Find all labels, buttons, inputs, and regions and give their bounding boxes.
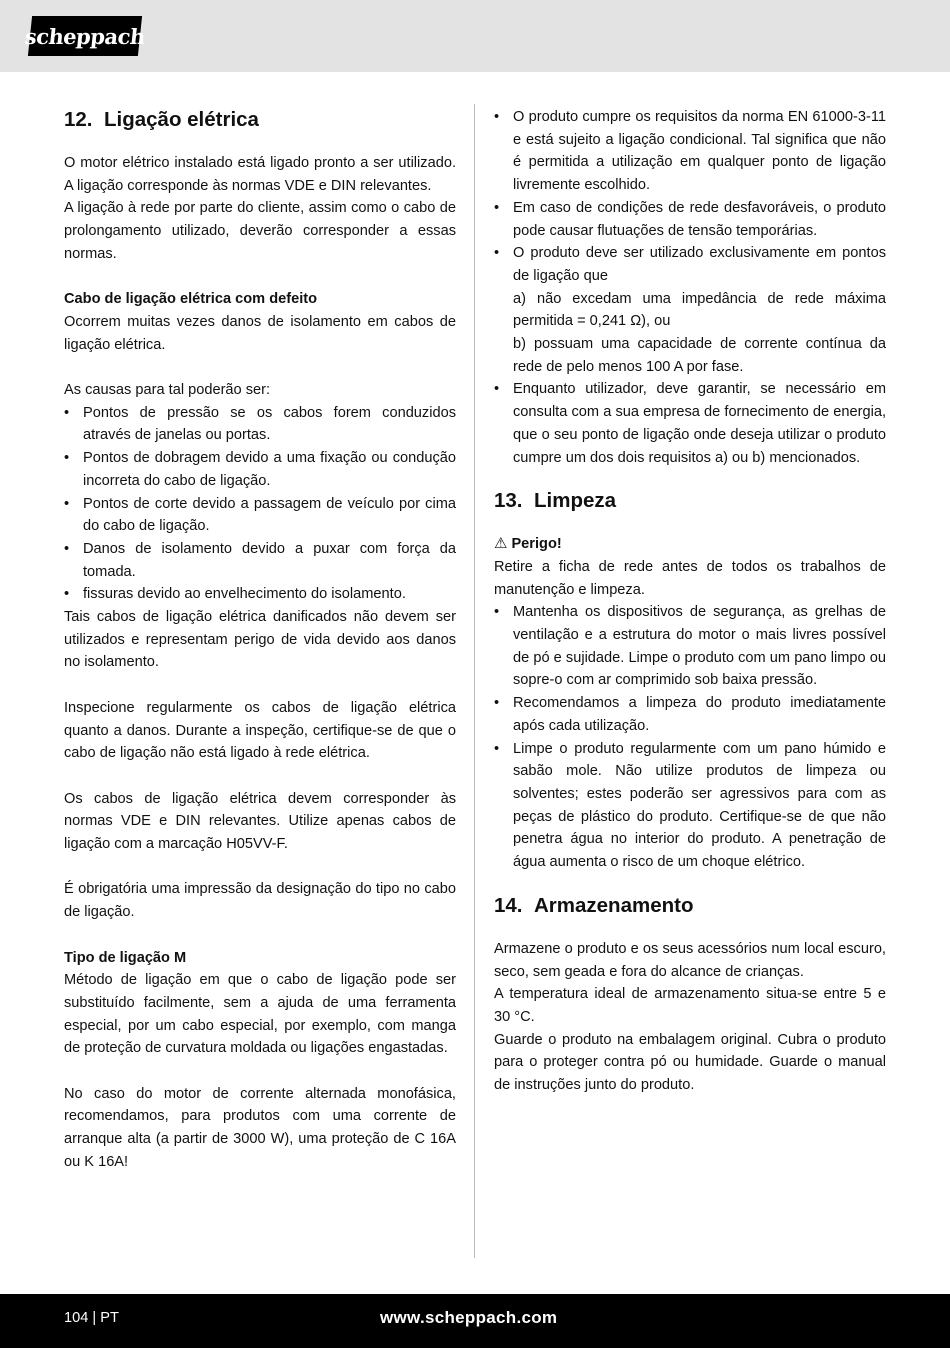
page-number: 104 | PT <box>64 1310 119 1326</box>
list-item <box>494 242 886 378</box>
section-number: 12. <box>64 108 93 131</box>
section-12-heading <box>64 106 456 134</box>
list-item: • Em caso de condições de rede desfavoráveis, o produto pode causar flutuações de tensão temporárias. <box>494 197 886 242</box>
danger-notice <box>494 533 886 556</box>
list-item: • Danos de isolamento devido a puxar com força da tomada. <box>64 538 456 583</box>
list-item: • fissuras devido ao envelhecimento do isolamento. <box>64 583 456 606</box>
section-title: Ligação elétrica <box>104 108 259 131</box>
list-item: • O produto cumpre os requisitos da norma EN 61000-3-11 e está sujeito a ligação condicional. Tal significa que não é permitida a utilização em qualquer ponto de ligação livremente escolhido. <box>494 106 886 197</box>
section-13-heading <box>494 487 886 515</box>
paragraph: É obrigatória uma impressão da designação do tipo no cabo de ligação. <box>64 881 456 921</box>
section-number: 14. <box>494 893 523 917</box>
right-column <box>494 106 886 1097</box>
list-item: • Pontos de pressão se os cabos forem conduzidos através de janelas ou portas. <box>64 402 456 447</box>
causes-list <box>64 402 456 606</box>
paragraph: Método de ligação em que o cabo de ligação pode ser substituído facilmente, sem a ajuda de uma ferramenta especial, por um cabo especial, por exemplo, com manga de proteção de curvatura moldada ou ligações engastadas. <box>64 972 456 1057</box>
paragraph: Armazene o produto e os seus acessórios num local escuro, seco, sem geada e fora do alcance de crianças. <box>494 940 886 980</box>
list-item-line: a) não excedam uma impedância de rede máxima permitida = 0,241 Ω), ou <box>513 290 886 330</box>
requirements-list <box>494 106 886 469</box>
list-item-line: b) possuam uma capacidade de corrente contínua da rede de pelo menos 100 A por fase. <box>513 336 886 375</box>
left-column <box>64 106 456 1174</box>
paragraph: Tais cabos de ligação elétrica danificados não devem ser utilizados e representam perigo de vida devido aos danos no isolamento. <box>64 609 456 671</box>
warning-triangle-icon: ⚠ <box>494 535 508 553</box>
paragraph: A ligação à rede por parte do cliente, assim como o cabo de prolongamento utilizado, deverão corresponder a essas normas. <box>64 200 456 262</box>
paragraph: Os cabos de ligação elétrica devem corresponder às normas VDE e DIN relevantes. Utilize apenas cabos de ligação com a marcação H05VV-F. <box>64 790 456 853</box>
section-14-heading <box>494 892 886 920</box>
paragraph: No caso do motor de corrente alternada monofásica, recomendamos, para produtos com uma corrente de arranque alta (a partir de 3000 W), uma proteção de C 16A ou K 16A! <box>64 1085 456 1170</box>
footer-band <box>0 1294 950 1348</box>
subheading-connection-type: Tipo de ligação M <box>64 949 187 966</box>
brand-logo: scheppach <box>28 16 142 56</box>
paragraph: Retire a ficha de rede antes de todos os trabalhos de manutenção e limpeza. <box>494 558 886 598</box>
section-title: Limpeza <box>534 489 617 513</box>
paragraph: Ocorrem muitas vezes danos de isolamento em cabos de ligação elétrica. <box>64 313 456 353</box>
column-divider <box>474 104 475 1258</box>
section-title: Armazenamento <box>534 893 694 917</box>
header-band <box>0 0 950 72</box>
list-item: • Mantenha os dispositivos de segurança, as grelhas de ventilação e a estrutura do motor o mais livres possível de pó e sujidade. Limpe o produto com um pano limpo ou sopre-o com ar comprimido sob baixa pressão. <box>494 601 886 692</box>
paragraph: A temperatura ideal de armazenamento situa-se entre 5 e 30 °C. <box>494 986 886 1025</box>
paragraph: As causas para tal poderão ser: <box>64 382 271 398</box>
cleaning-list <box>494 601 886 873</box>
list-item-line: • O produto deve ser utilizado exclusivamente em pontos de ligação que <box>513 245 886 284</box>
list-item: • Enquanto utilizador, deve garantir, se necessário em consulta com a sua empresa de fornecimento de energia, que o seu ponto de ligação onde deseja utilizar o produto cumpre um dos dois requisitos a) ou b) mencionados. <box>494 378 886 469</box>
list-item: • Pontos de dobragem devido a uma fixação ou condução incorreta do cabo de ligação. <box>64 447 456 492</box>
paragraph: Guarde o produto na embalagem original. Cubra o produto para o proteger contra pó ou humidade. Guarde o manual de instruções junto do produto. <box>494 1031 886 1094</box>
website-link[interactable]: www.scheppach.com <box>380 1308 558 1327</box>
paragraph: O motor elétrico instalado está ligado pronto a ser utilizado. A ligação corresponde às normas VDE e DIN relevantes. <box>64 155 456 194</box>
list-item: • Limpe o produto regularmente com um pano húmido e sabão mole. Não utilize produtos de limpeza ou solventes; estes poderão ser agressivos para com as peças de plástico do produto. Certifique-se de que não penetra água no interior do produto. A penetração de água aumenta o risco de um choque elétrico. <box>494 738 886 874</box>
list-item: • Recomendamos a limpeza do produto imediatamente após cada utilização. <box>494 692 886 737</box>
subheading-defective-cable: Cabo de ligação elétrica com defeito <box>64 291 318 308</box>
list-item: • Pontos de corte devido a passagem de veículo por cima do cabo de ligação. <box>64 493 456 538</box>
section-number: 13. <box>494 489 523 513</box>
paragraph: Inspecione regularmente os cabos de ligação elétrica quanto a danos. Durante a inspeção, certifique-se de que o cabo de ligação não está ligado à rede elétrica. <box>64 699 456 762</box>
danger-label: Perigo! <box>511 536 562 553</box>
